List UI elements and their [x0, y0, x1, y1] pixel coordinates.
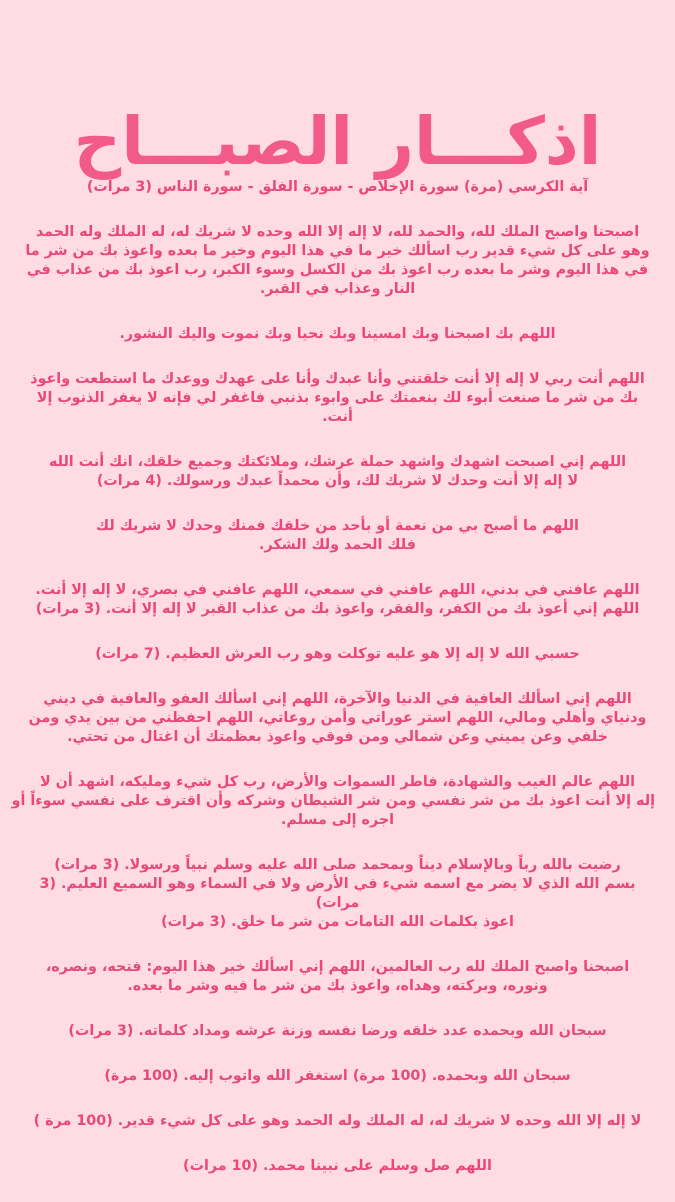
dhikr-paragraph [20, 1157, 655, 1176]
dhikr-paragraph [20, 325, 655, 344]
dhikr-line: اللهم إني أعوذ بك من الكفر، والفقر، واعوذ بك من عذاب القبر لا إله إلا أنت. (3 مرات) [35, 601, 640, 617]
dhikr-line: اللهم عافني في بدني، اللهم عافني في سمعي، اللهم عافني في بصري، لا إله إلا أنت. [35, 582, 640, 598]
dhikr-paragraph [20, 958, 655, 996]
dhikr-line: سبحان الله وبحمده. (100 مرة) استغفر الله واتوب إليه. (100 مرة) [104, 1068, 571, 1084]
dhikr-paragraph [20, 690, 655, 747]
dhikr-paragraph [20, 1067, 655, 1086]
dhikr-paragraph [20, 1112, 655, 1131]
dhikr-line: ونوره، وبركته، وهداه، واعوذ بك من شر ما فيه وشر ما بعده. [127, 978, 548, 994]
dhikr-line: حسبي الله لا إله إلا هو عليه توكلت وهو رب العرش العظيم. (7 مرات) [95, 646, 580, 662]
dhikr-line: اللهم ما أصبح بي من نعمة أو بأحد من خلقك فمنك وحدك لا شريك لك [96, 518, 579, 534]
dhikr-paragraph [20, 517, 655, 555]
dhikr-line: بسم الله الذي لا يضر مع اسمه شيء في الأرض ولا في السماء وهو السميع العليم. (3 [39, 876, 636, 892]
dhikr-line: اللهم عالم الغيب والشهادة، فاطر السموات والأرض، رب كل شيء ومليكه، اشهد أن لا [40, 774, 635, 790]
dhikr-line: خلفي وعن يميني وعن شمالي ومن فوقي واعوذ بعظمتك أن اغتال من تحتي. [67, 729, 608, 745]
dhikr-line: اجره إلى مسلم. [280, 812, 395, 828]
dhikr-line: بك من شر ما صنعت أبوء لك بنعمتك على وابوء بذنبي فاغفر لي فإنه لا يغفر الذنوب إلا [36, 390, 639, 406]
dhikr-line: اصبحنا واصبح الملك لله رب العالمين، اللهم إني اسألك خير هذا اليوم: فتحه، ونصره، [45, 959, 630, 975]
dhikr-line: مرات) [315, 895, 360, 911]
dhikr-paragraph [20, 223, 655, 299]
dhikr-line: رضيت بالله رباً وبالإسلام ديناً وبمحمد صلى الله عليه وسلم نبياً ورسولا. (3 مرات) [54, 857, 621, 873]
dhikr-line: أنت. [322, 409, 353, 425]
dhikr-paragraph [11, 773, 655, 830]
dhikr-line: اصبحنا واصبح الملك لله، والحمد لله، لا إله إلا الله وحده لا شريك له، له الملك وله الحمد [35, 224, 640, 240]
dhikr-line: سبحان الله وبحمده عدد خلقه ورضا نفسه وزنة عرشه ومداد كلماته. (3 مرات) [68, 1023, 607, 1039]
dhikr-line: اعوذ بكلمات الله التامات من شر ما خلق. (3 مرات) [161, 914, 514, 930]
dhikr-line: فلك الحمد ولك الشكر. [259, 537, 416, 553]
dhikr-line: إله إلا أنت اعوذ بك من شر نفسي ومن شر الشيطان وشركه وأن اقترف على نفسي سوءاً أو [11, 793, 655, 809]
dhikr-line: لا إله إلا الله وحده لا شريك له، له الملك وله الحمد وهو على كل شيء قدير. (100 مرة ) [33, 1113, 642, 1129]
dhikr-paragraph [20, 581, 655, 619]
dhikr-paragraph [20, 1022, 655, 1041]
dhikr-line: النار وعذاب في القبر. [259, 281, 416, 297]
page-title: اذكـــار الصبـــاح [73, 103, 602, 181]
dhikr-line: اللهم إني اسألك العافية في الدنيا والآخرة، اللهم إني اسألك العفو والعافية في ديني [43, 691, 632, 707]
dhikr-line: اللهم إني اصبحت اشهدك واشهد حملة عرشك، وملائكتك وجميع خلقك، انك أنت الله [48, 454, 627, 470]
dhikr-line: في هذا اليوم وشر ما بعده رب اعوذ بك من الكسل وسوء الكبر، رب اعوذ بك من عذاب في [26, 262, 649, 278]
dhikr-paragraph [20, 370, 655, 427]
dhikr-paragraph [20, 453, 655, 491]
dhikr-paragraph [20, 856, 655, 932]
dhikr-line: ودنياي وأهلي ومالي، اللهم استر عوراتي وأمن روعاتي، اللهم احفظني من بين يدي ومن [28, 710, 647, 726]
dhikr-line: اللهم بك اصبحنا وبك امسينا وبك نحيا وبك نموت واليك النشور. [119, 326, 556, 342]
dhikr-line: لا إله إلا أنت وحدك لا شريك لك، وأن محمداً عبدك ورسولك. (4 مرات) [96, 473, 579, 489]
dhikr-line: اللهم صل وسلم على نبينا محمد. (10 مرات) [183, 1158, 492, 1174]
dhikr-line: وهو على كل شيء قدير رب اسألك خير ما في هذا اليوم وخير ما بعده واعوذ بك من شر ما [25, 243, 650, 259]
dhikr-paragraph [20, 178, 655, 197]
dhikr-paragraph [20, 645, 655, 664]
dhikr-line: آية الكرسي (مرة) سورة الإخلاص - سورة الفلق - سورة الناس (3 مرات) [86, 179, 589, 195]
dhikr-line: اللهم أنت ربي لا إله إلا أنت خلقتني وأنا عبدك وأنا على عهدك ووعدك ما استطعت واعوذ [30, 371, 645, 387]
adhkar-list [11, 178, 655, 1202]
